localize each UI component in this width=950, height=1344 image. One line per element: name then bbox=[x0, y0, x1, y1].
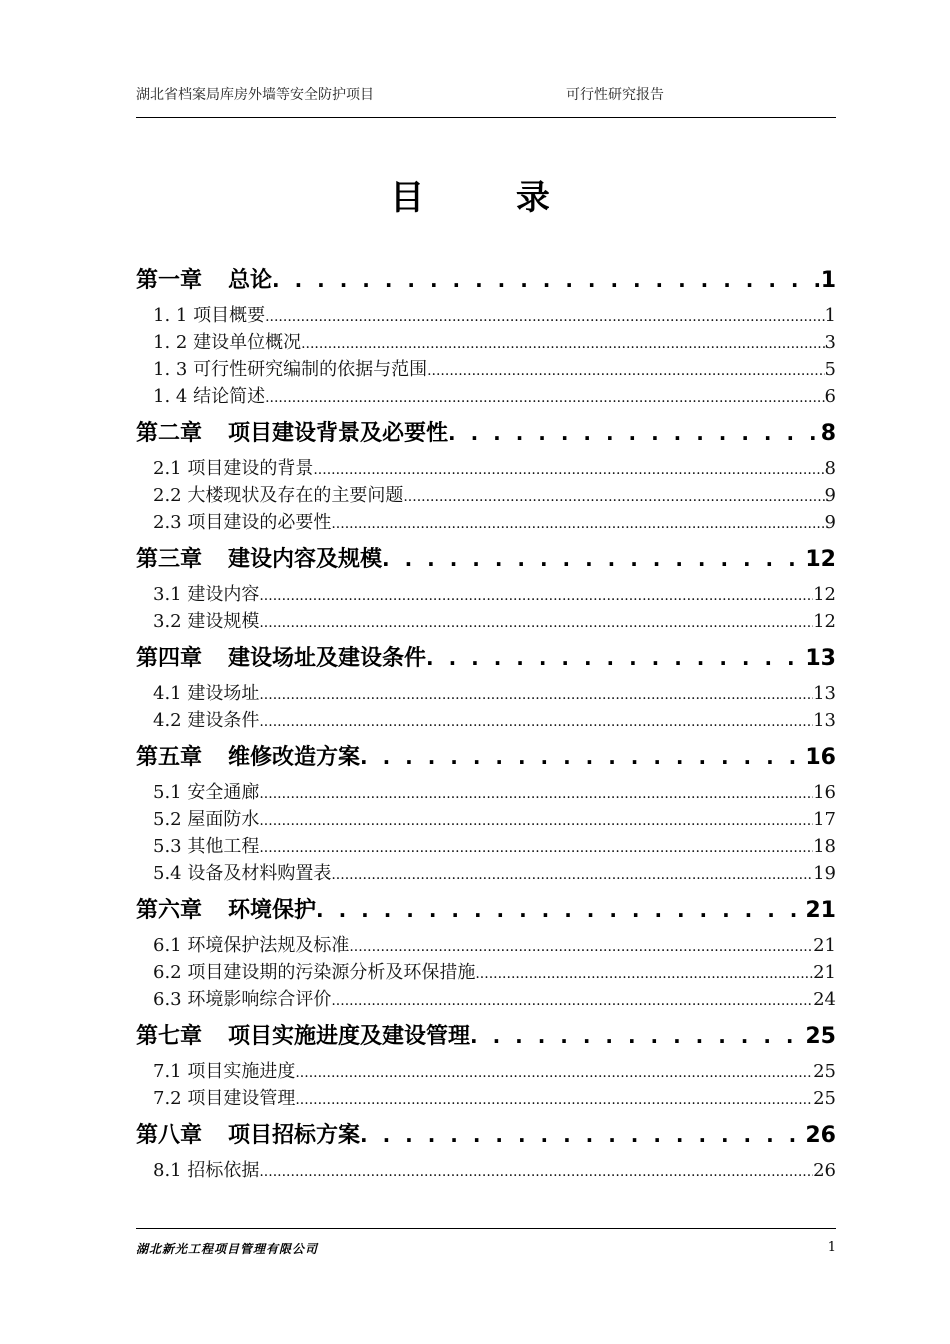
section-label: 1. 3 可行性研究编制的依据与范围 bbox=[153, 359, 428, 380]
section-label: 5.2 屋面防水 bbox=[153, 809, 260, 830]
dot-leader bbox=[259, 1159, 813, 1186]
section-page-number: 17 bbox=[813, 809, 836, 830]
section-label: 3.2 建设规模 bbox=[153, 611, 260, 632]
section-page-number: 21 bbox=[813, 962, 836, 983]
dot-leader bbox=[316, 892, 805, 928]
toc-section-entry[interactable] bbox=[136, 482, 836, 509]
dot-leader bbox=[331, 988, 813, 1015]
chapter-heading bbox=[136, 542, 382, 578]
section-page-number: 12 bbox=[813, 584, 836, 605]
footer-page-number: 1 bbox=[827, 1240, 836, 1255]
section-page-number: 6 bbox=[824, 386, 836, 407]
section-page-number: 25 bbox=[813, 1061, 836, 1082]
chapter-number: 第七章 bbox=[136, 1024, 203, 1049]
section-label: 5.1 安全通廊 bbox=[153, 782, 260, 803]
section-label: 5.4 设备及材料购置表 bbox=[153, 863, 332, 884]
dot-leader bbox=[349, 934, 813, 961]
chapter-heading bbox=[136, 263, 272, 299]
chapter-page-number: 25 bbox=[805, 1024, 836, 1049]
page-header bbox=[136, 80, 836, 106]
dot-leader bbox=[360, 739, 805, 775]
section-label: 1. 1 项目概要 bbox=[153, 305, 266, 326]
dot-leader bbox=[426, 640, 805, 676]
dot-leader bbox=[265, 385, 824, 412]
dot-leader bbox=[475, 961, 813, 988]
section-label: 4.2 建设条件 bbox=[153, 710, 260, 731]
section-label: 7.2 项目建设管理 bbox=[153, 1088, 296, 1109]
chapter-number: 第一章 bbox=[136, 268, 203, 293]
section-label: 7.1 项目实施进度 bbox=[153, 1061, 296, 1082]
dot-leader bbox=[259, 835, 813, 862]
section-label: 6.3 环境影响综合评价 bbox=[153, 989, 332, 1010]
toc-chapter-entry[interactable] bbox=[136, 415, 836, 451]
toc-chapter-entry[interactable] bbox=[136, 541, 836, 577]
toc-chapter-entry[interactable] bbox=[136, 739, 836, 775]
section-label: 2.1 项目建设的背景 bbox=[153, 458, 314, 479]
section-page-number: 8 bbox=[824, 458, 836, 479]
toc-section-entry[interactable] bbox=[136, 707, 836, 734]
dot-leader bbox=[295, 1087, 813, 1114]
table-of-contents bbox=[136, 262, 836, 1184]
chapter-page-number: 1 bbox=[820, 268, 836, 293]
chapter-page-number: 26 bbox=[805, 1123, 836, 1148]
toc-section-entry[interactable] bbox=[136, 806, 836, 833]
section-label: 8.1 招标依据 bbox=[153, 1160, 260, 1181]
dot-leader bbox=[295, 1060, 813, 1087]
toc-section-entry[interactable] bbox=[136, 383, 836, 410]
chapter-heading bbox=[136, 1118, 360, 1154]
chapter-page-number: 16 bbox=[805, 745, 836, 770]
toc-section-entry[interactable] bbox=[136, 455, 836, 482]
dot-leader bbox=[259, 610, 813, 637]
toc-section-entry[interactable] bbox=[136, 1157, 836, 1184]
chapter-number: 第三章 bbox=[136, 547, 203, 572]
section-label: 6.1 环境保护法规及标准 bbox=[153, 935, 350, 956]
toc-chapter-entry[interactable] bbox=[136, 1018, 836, 1054]
toc-chapter-entry[interactable] bbox=[136, 640, 836, 676]
toc-section-entry[interactable] bbox=[136, 1058, 836, 1085]
chapter-title: 环境保护 bbox=[228, 898, 317, 923]
dot-leader bbox=[272, 262, 821, 298]
page-footer bbox=[136, 1238, 836, 1260]
section-page-number: 9 bbox=[824, 512, 836, 533]
section-page-number: 9 bbox=[824, 485, 836, 506]
toc-section-entry[interactable] bbox=[136, 959, 836, 986]
dot-leader bbox=[259, 709, 813, 736]
section-label: 3.1 建设内容 bbox=[153, 584, 260, 605]
chapter-number: 第八章 bbox=[136, 1123, 203, 1148]
section-page-number: 5 bbox=[824, 359, 836, 380]
chapter-page-number: 8 bbox=[820, 421, 836, 446]
toc-chapter-entry[interactable] bbox=[136, 892, 836, 928]
section-label: 2.2 大楼现状及存在的主要问题 bbox=[153, 485, 404, 506]
footer-divider bbox=[136, 1228, 836, 1229]
dot-leader bbox=[259, 808, 813, 835]
section-label: 2.3 项目建设的必要性 bbox=[153, 512, 332, 533]
dot-leader bbox=[259, 583, 813, 610]
toc-section-entry[interactable] bbox=[136, 329, 836, 356]
chapter-title: 建设场址及建设条件 bbox=[228, 646, 427, 671]
chapter-heading bbox=[136, 740, 360, 776]
dot-leader bbox=[313, 457, 824, 484]
dot-leader bbox=[382, 541, 805, 577]
dot-leader bbox=[259, 682, 813, 709]
section-label: 1. 4 结论简述 bbox=[153, 386, 266, 407]
toc-chapter-entry[interactable] bbox=[136, 262, 836, 298]
toc-chapter-entry[interactable] bbox=[136, 1117, 836, 1153]
section-page-number: 1 bbox=[824, 305, 836, 326]
dot-leader bbox=[265, 304, 824, 331]
section-page-number: 24 bbox=[813, 989, 836, 1010]
section-label: 1. 2 建设单位概况 bbox=[153, 332, 302, 353]
section-page-number: 13 bbox=[813, 710, 836, 731]
toc-section-entry[interactable] bbox=[136, 860, 836, 887]
toc-section-entry[interactable] bbox=[136, 302, 836, 329]
section-label: 4.1 建设场址 bbox=[153, 683, 260, 704]
toc-section-entry[interactable] bbox=[136, 779, 836, 806]
toc-section-entry[interactable] bbox=[136, 1085, 836, 1112]
section-page-number: 18 bbox=[813, 836, 836, 857]
section-page-number: 12 bbox=[813, 611, 836, 632]
toc-section-entry[interactable] bbox=[136, 509, 836, 536]
toc-section-entry[interactable] bbox=[136, 356, 836, 383]
chapter-title: 项目建设背景及必要性 bbox=[228, 421, 449, 446]
toc-section-entry[interactable] bbox=[136, 608, 836, 635]
section-page-number: 26 bbox=[813, 1160, 836, 1181]
chapter-title: 建设内容及规模 bbox=[228, 547, 383, 572]
section-page-number: 21 bbox=[813, 935, 836, 956]
header-project-name: 湖北省档案局库房外墙等安全防护项目 bbox=[136, 87, 374, 103]
toc-section-entry[interactable] bbox=[136, 986, 836, 1013]
chapter-number: 第四章 bbox=[136, 646, 203, 671]
section-page-number: 13 bbox=[813, 683, 836, 704]
chapter-title: 项目实施进度及建设管理 bbox=[228, 1024, 471, 1049]
chapter-heading bbox=[136, 416, 448, 452]
chapter-heading bbox=[136, 641, 426, 677]
chapter-number: 第二章 bbox=[136, 421, 203, 446]
toc-section-entry[interactable] bbox=[136, 932, 836, 959]
dot-leader bbox=[448, 415, 821, 451]
toc-section-entry[interactable] bbox=[136, 680, 836, 707]
chapter-title: 维修改造方案 bbox=[228, 745, 361, 770]
header-report-type: 可行性研究报告 bbox=[566, 87, 664, 103]
dot-leader bbox=[470, 1018, 805, 1054]
dot-leader bbox=[360, 1117, 805, 1153]
section-page-number: 25 bbox=[813, 1088, 836, 1109]
chapter-page-number: 21 bbox=[805, 898, 836, 923]
dot-leader bbox=[331, 511, 824, 538]
toc-section-entry[interactable] bbox=[136, 833, 836, 860]
dot-leader bbox=[301, 331, 824, 358]
dot-leader bbox=[331, 862, 813, 889]
section-page-number: 3 bbox=[824, 332, 836, 353]
page-title: 目 录 bbox=[390, 178, 590, 218]
dot-leader bbox=[427, 358, 824, 385]
chapter-page-number: 12 bbox=[805, 547, 836, 572]
section-page-number: 19 bbox=[813, 863, 836, 884]
chapter-number: 第六章 bbox=[136, 898, 203, 923]
chapter-number: 第五章 bbox=[136, 745, 203, 770]
section-page-number: 16 bbox=[813, 782, 836, 803]
chapter-title: 项目招标方案 bbox=[228, 1123, 361, 1148]
toc-section-entry[interactable] bbox=[136, 581, 836, 608]
chapter-title: 总论 bbox=[228, 268, 273, 293]
section-label: 6.2 项目建设期的污染源分析及环保措施 bbox=[153, 962, 476, 983]
chapter-heading bbox=[136, 893, 316, 929]
dot-leader bbox=[403, 484, 824, 511]
footer-company: 湖北新光工程项目管理有限公司 bbox=[136, 1242, 319, 1256]
dot-leader bbox=[259, 781, 813, 808]
section-label: 5.3 其他工程 bbox=[153, 836, 260, 857]
chapter-page-number: 13 bbox=[805, 646, 836, 671]
chapter-heading bbox=[136, 1019, 470, 1055]
header-divider bbox=[136, 117, 836, 118]
